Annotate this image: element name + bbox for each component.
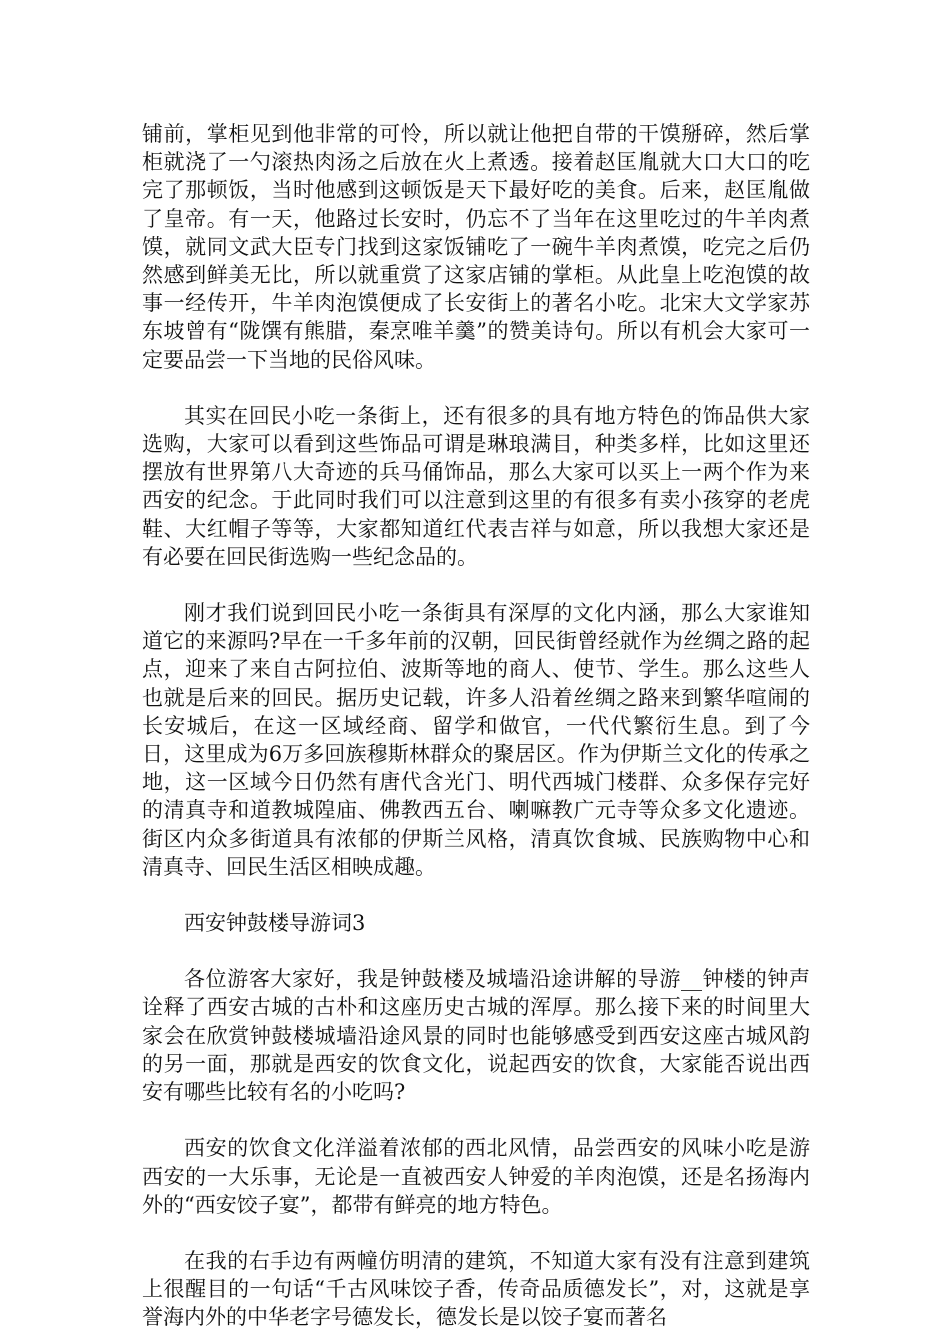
- paragraph-3: 刚才我们说到回民小吃一条街具有深厚的文化内涵，那么大家谁知道它的来源吗?早在一千多年前的汉朝，回民街曾经就作为丝绸之路的起点，迎来了来自古阿拉伯、波斯等地的商人、使节、学生。那么这些人也就是后来的回民。据历史记载，许多人沿着丝绸之路来到繁华喧闹的长安城后，在这一区域经商、留学和做官，一代代繁衍生息。到了今日，这里成为6万多回族穆斯林群众的聚居区。作为伊斯兰文化的传承之地，这一区域今日仍然有唐代含光门、明代西城门楼群、众多保存完好的清真寺和道教城隍庙、佛教西五台、喇嘛教广元寺等众多文化遗迹。街区内众多街道具有浓郁的伊斯兰风格，清真饮食城、民族购物中心和清真寺、回民生活区相映成趣。: [142, 601, 810, 879]
- paragraph-gap: [142, 374, 810, 402]
- paragraph-gap: [142, 1106, 810, 1134]
- paragraph-1: 铺前，掌柜见到他非常的可怜，所以就让他把自带的干馍掰碎，然后掌柜就浇了一勺滚热肉汤之后放在火上煮透。接着赵匡胤就大口大口的吃完了那顿饭，当时他感到这顿饭是天下最好吃的美食。后来，赵匡胤做了皇帝。有一天，他路过长安时，仍忘不了当年在这里吃过的牛羊肉煮馍，就同文武大臣专门找到这家饭铺吃了一碗牛羊肉煮馍，吃完之后仍然感到鲜美无比，所以就重赏了这家店铺的掌柜。从此皇上吃泡馍的故事一经传开，牛羊肉泡馍便成了长安街上的著名小吃。北宋大文学家苏东坡曾有“陇馔有熊腊，秦烹唯羊羹”的赞美诗句。所以有机会大家可一定要品尝一下当地的民俗风味。: [142, 122, 810, 372]
- paragraph-gap: [142, 571, 810, 599]
- paragraph-gap: [142, 881, 810, 909]
- paragraph-gap: [142, 1219, 810, 1247]
- paragraph-5: 西安的饮食文化洋溢着浓郁的西北风情，品尝西安的风味小吃是游西安的一大乐事，无论是一直被西安人钟爱的羊肉泡馍，还是名扬海内外的“西安饺子宴”，都带有鲜亮的地方特色。: [142, 1136, 810, 1217]
- document-body: [142, 120, 810, 1332]
- paragraph-gap: [142, 937, 810, 965]
- paragraph-2: 其实在回民小吃一条街上，还有很多的具有地方特色的饰品供大家选购，大家可以看到这些饰品可谓是琳琅满目，种类多样，比如这里还摆放有世界第八大奇迹的兵马俑饰品，那么大家可以买上一两个作为来西安的纪念。于此同时我们可以注意到这里的有很多有卖小孩穿的老虎鞋、大红帽子等等，大家都知道红代表吉祥与如意，所以我想大家还是有必要在回民街选购一些纪念品的。: [142, 403, 810, 569]
- paragraph-4: 各位游客大家好，我是钟鼓楼及城墙沿途讲解的导游__钟楼的钟声诠释了西安古城的古朴和这座历史古城的浑厚。那么接下来的时间里大家会在欣赏钟鼓楼城墙沿途风景的同时也能够感受到西安这座古城风韵的另一面，那就是西安的饮食文化，说起西安的饮食，大家能否说出西安有哪些比较有名的小吃吗?: [142, 967, 810, 1105]
- section-heading: 西安钟鼓楼导游词3: [184, 911, 366, 936]
- paragraph-6: 在我的右手边有两幢仿明清的建筑，不知道大家有没有注意到建筑上很醒目的一句话“千古风味饺子香，传奇品质德发长”，对，这就是享誉海内外的中华老字号德发长，德发长是以饺子宴而著名: [142, 1248, 810, 1330]
